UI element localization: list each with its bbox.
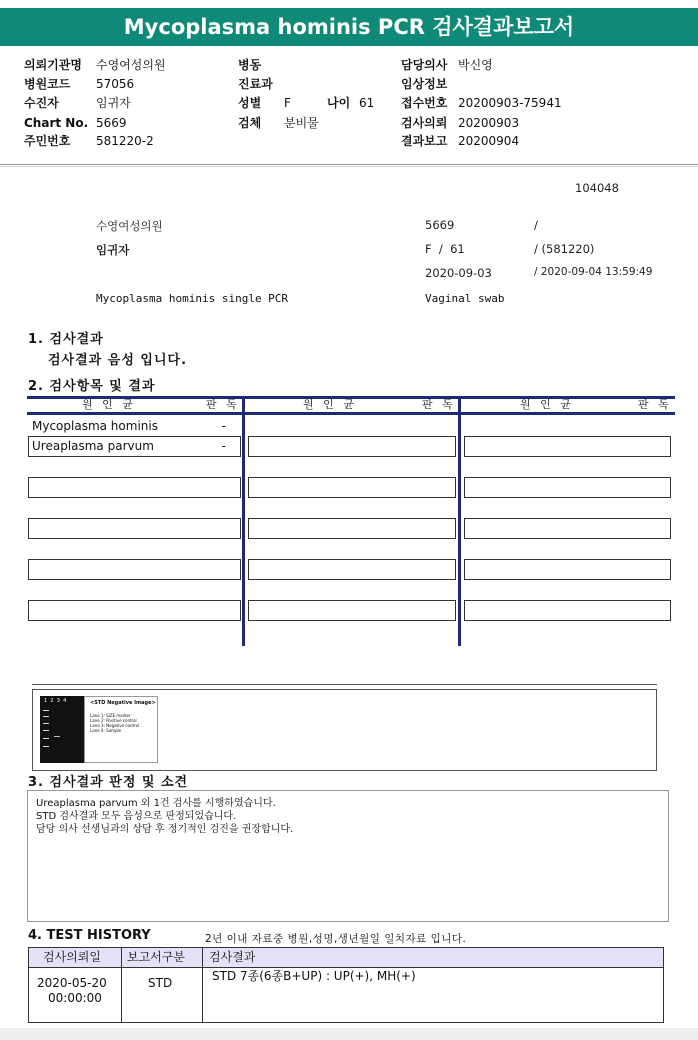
opinion-box (27, 790, 669, 922)
header-resident-no (24, 132, 154, 150)
history-col-result: 검사결과 (209, 950, 256, 964)
results-grid-header-rule (27, 412, 675, 415)
institution-label: 의뢰기관명 (24, 58, 82, 72)
history-col-sep-2 (202, 948, 203, 1022)
result-row-empty (464, 477, 671, 498)
results-grid-separator-1 (242, 396, 245, 646)
result-row-1 (28, 416, 241, 437)
header-ward (238, 56, 261, 74)
request-date-label: 검사의뢰 (401, 116, 448, 130)
result-row-empty (464, 436, 671, 457)
result-row-empty (464, 600, 671, 621)
section4-heading: 4. TEST HISTORY (28, 928, 151, 943)
result-row-empty (28, 518, 241, 539)
image-top-rule (32, 684, 657, 685)
result-row-1-result: - (221, 419, 226, 433)
doctor-value: 박신영 (458, 58, 493, 72)
gel-legend (84, 696, 158, 763)
patient-block-clinic: 수영여성의원 (96, 219, 163, 233)
receipt-no-value: 20200903-75941 (458, 96, 562, 110)
patient-block-received: 2020-09-03 (425, 266, 492, 280)
request-date-value: 20200903 (458, 116, 520, 130)
history-col-sep-1 (121, 948, 122, 1022)
result-row-empty (248, 518, 456, 539)
history-date: 2020-05-20 (37, 976, 107, 990)
patient-label: 수진자 (24, 96, 59, 110)
header-divider (0, 164, 698, 165)
gel-legend-lane-2: Lane 2: Positive control (90, 718, 137, 723)
chart-no-value: 5669 (96, 116, 127, 130)
col3-organism-header: 원 인 균 (520, 398, 574, 411)
history-type: STD (148, 976, 173, 990)
specimen-label: 검체 (238, 116, 262, 130)
patient-block-slash: / (534, 218, 538, 232)
section3-heading: 3. 검사결과 판정 및 소견 (28, 775, 189, 790)
gel-legend-lane-4: Lane 4: Sample (90, 728, 122, 733)
history-header-row (29, 948, 663, 968)
result-row-empty (248, 559, 456, 580)
gel-band (43, 730, 49, 731)
gel-band (43, 716, 49, 717)
result-row-empty (28, 559, 241, 580)
test-history-table (28, 947, 664, 1023)
header-hospital-code (24, 75, 134, 93)
clinical-info-label: 임상정보 (401, 77, 448, 91)
result-row-empty (248, 477, 456, 498)
opinion-line-3: 담당 의사 선생님과의 상담 후 정기적인 검진을 권장합니다. (36, 824, 294, 835)
doctor-label: 담당의사 (401, 58, 448, 72)
patient-value: 임귀자 (96, 96, 131, 110)
header-report-date (401, 132, 519, 150)
col2-judgement-header: 판 독 (422, 398, 456, 411)
result-row-empty (28, 600, 241, 621)
sex-label: 성별 (238, 96, 262, 110)
patient-block-name: 임귀자 (96, 243, 130, 257)
section1-heading: 1. 검사결과 (28, 332, 104, 347)
result-row-1-organism: Mycoplasma hominis (32, 419, 158, 433)
header-receipt-no (401, 94, 562, 112)
history-col-type: 보고서구분 (127, 950, 185, 964)
result-row-empty (248, 436, 456, 457)
chart-no-label: Chart No. (24, 116, 89, 130)
header-chart-no (24, 114, 127, 132)
history-col-date: 검사의뢰일 (43, 950, 101, 964)
patient-block-test: Mycoplasma hominis single PCR (96, 292, 289, 305)
opinion-line-1: Ureaplasma parvum 외 1건 검사를 시행하였습니다. (36, 798, 276, 809)
receipt-no-label: 접수번호 (401, 96, 448, 110)
result-row-empty (464, 518, 671, 539)
patient-block-sex-age: F / 61 (425, 242, 465, 256)
section2-heading: 2. 검사항목 및 결과 (28, 379, 156, 394)
patient-block-specimen: Vaginal swab (425, 292, 505, 305)
header-patient (24, 94, 131, 112)
result-row-empty (28, 477, 241, 498)
header-institution (24, 56, 166, 74)
hospital-code-value: 57056 (96, 77, 135, 91)
dept-label: 진료과 (238, 77, 273, 91)
gel-band (43, 710, 49, 711)
col3-judgement-header: 판 독 (638, 398, 672, 411)
header-sex-age (238, 94, 374, 112)
result-row-2 (28, 436, 241, 457)
patient-block-chart: 5669 (425, 218, 455, 232)
result-row-empty (248, 600, 456, 621)
opinion-line-2: STD 검사결과 모두 음성으로 판정되었습니다. (36, 811, 237, 822)
header-dept (238, 75, 273, 93)
header-doctor (401, 56, 493, 74)
col1-organism-header: 원 인 균 (82, 398, 136, 411)
gel-band (43, 738, 49, 739)
hospital-code-label: 병원코드 (24, 77, 71, 91)
sex-value: F (284, 96, 291, 110)
col2-organism-header: 원 인 균 (303, 398, 357, 411)
patient-block-code: 104048 (575, 181, 619, 195)
report-date-label: 결과보고 (401, 134, 448, 148)
report-title: Mycoplasma hominis PCR 검사결과보고서 (0, 8, 698, 46)
gel-band (43, 723, 49, 724)
ward-label: 병동 (238, 58, 262, 72)
header-specimen (238, 114, 319, 132)
result-row-2-organism: Ureaplasma parvum (32, 439, 154, 453)
age-value: 61 (359, 96, 375, 110)
col1-judgement-header: 판 독 (206, 398, 240, 411)
history-note: 2년 이내 자료중 병원,성명,생년월일 일치자료 입니다. (205, 933, 467, 945)
header-clinical-info (401, 75, 458, 93)
resident-no-label: 주민번호 (24, 134, 71, 148)
gel-legend-lane-1: Lane 1: SIZE marker (90, 713, 131, 718)
age-label: 나이 (327, 96, 351, 110)
results-grid-separator-2 (458, 396, 461, 646)
institution-value: 수영여성의원 (96, 58, 166, 72)
gel-band (43, 746, 49, 747)
header-request-date (401, 114, 519, 132)
gel-legend-lane-3: Lane 3: Negative control (90, 723, 140, 728)
history-result: STD 7종(6종B+UP) : UP(+), MH(+) (212, 969, 416, 983)
gel-legend-title: <STD Negative Image> (90, 700, 156, 706)
header-divider-shadow (0, 166, 698, 167)
report-date-value: 20200904 (458, 134, 520, 148)
specimen-value: 분비물 (284, 116, 319, 130)
gel-lane-numbers: 1 2 3 4 (44, 698, 67, 704)
section1-body: 검사결과 음성 입니다. (48, 353, 188, 368)
result-row-2-result: - (221, 439, 226, 453)
gel-band (54, 736, 60, 737)
result-row-empty (464, 559, 671, 580)
patient-block-reported: / 2020-09-04 13:59:49 (534, 266, 653, 278)
history-time: 00:00:00 (48, 991, 102, 1005)
gel-electrophoresis-image (40, 696, 84, 763)
patient-block-birth: / (581220) (534, 242, 595, 256)
resident-no-value: 581220-2 (96, 134, 154, 148)
